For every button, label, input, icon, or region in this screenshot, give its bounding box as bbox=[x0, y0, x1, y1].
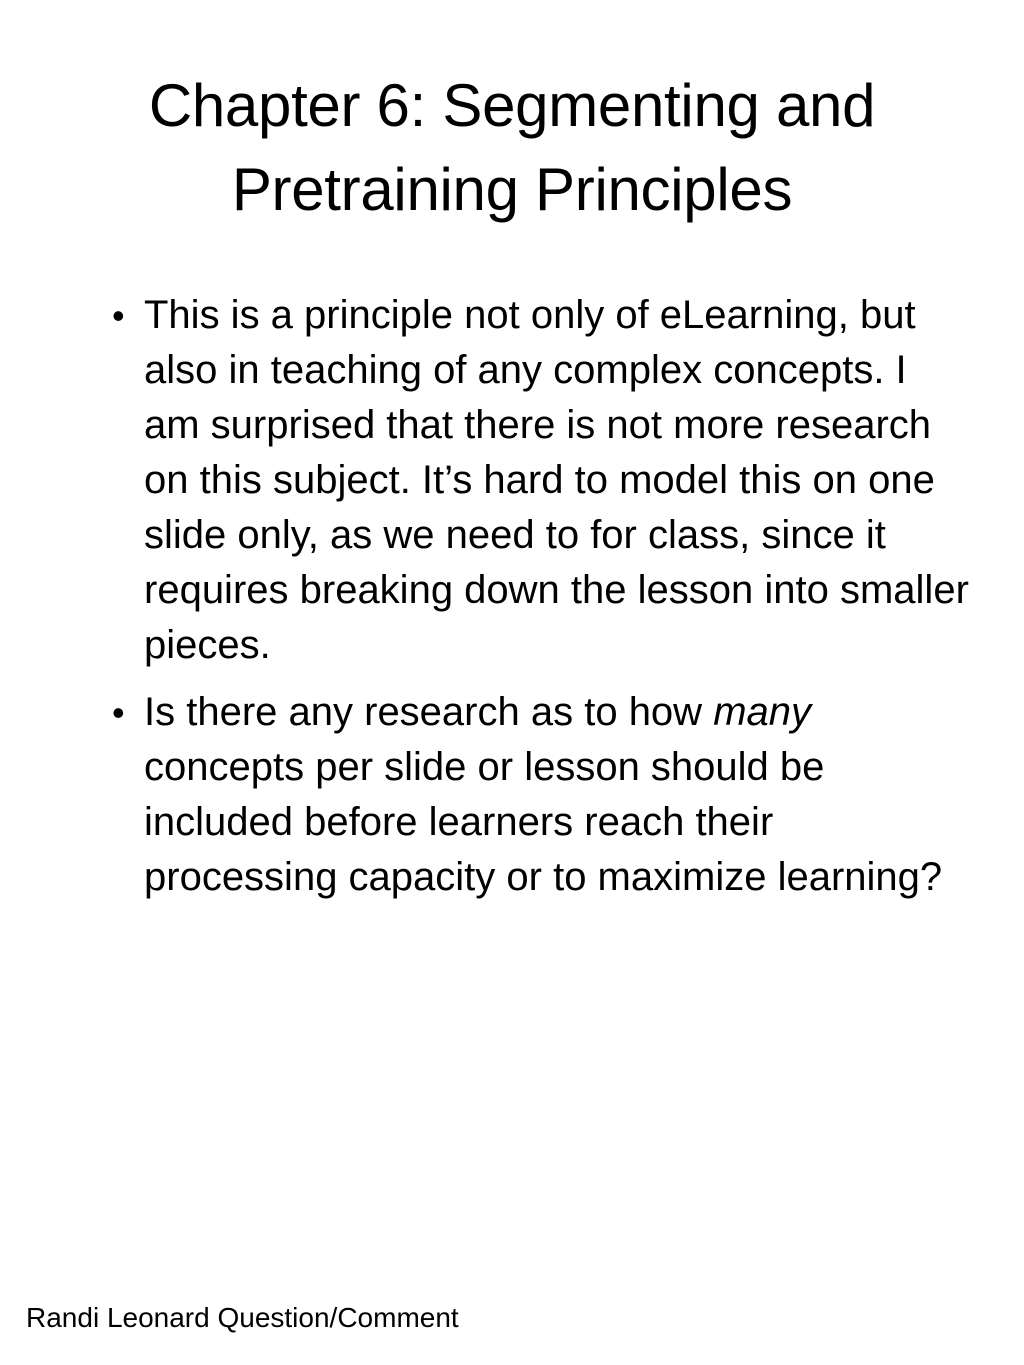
slide-title bbox=[40, 64, 984, 232]
bullet-text-2-before: Is there any research as to how bbox=[144, 690, 714, 734]
bullet-text-2-emphasis: many bbox=[713, 690, 811, 734]
slide-title-line-1: Chapter 6: Segmenting and bbox=[148, 72, 876, 139]
bullet-dot-icon: • bbox=[112, 692, 125, 733]
slide-title-line-2: Pretraining Principles bbox=[231, 156, 793, 223]
bullet-item-2 bbox=[112, 685, 972, 905]
bullet-text-2-after: concepts per slide or lesson should be included before learners reach their processing capacity or to maximize learning? bbox=[144, 745, 943, 899]
bullet-text-1: This is a principle not only of eLearning, but also in teaching of any complex concepts. I am surprised that there is not more research on this subject. It’s hard to model this on one slide only, as we need to for class, since it requires breaking down the lesson into smaller pieces. bbox=[144, 293, 969, 667]
footer-attribution: Randi Leonard Question/Comment bbox=[26, 1302, 459, 1333]
bullet-dot-icon: • bbox=[112, 295, 125, 336]
bullet-list bbox=[112, 288, 972, 917]
bullet-item-1 bbox=[112, 288, 972, 673]
